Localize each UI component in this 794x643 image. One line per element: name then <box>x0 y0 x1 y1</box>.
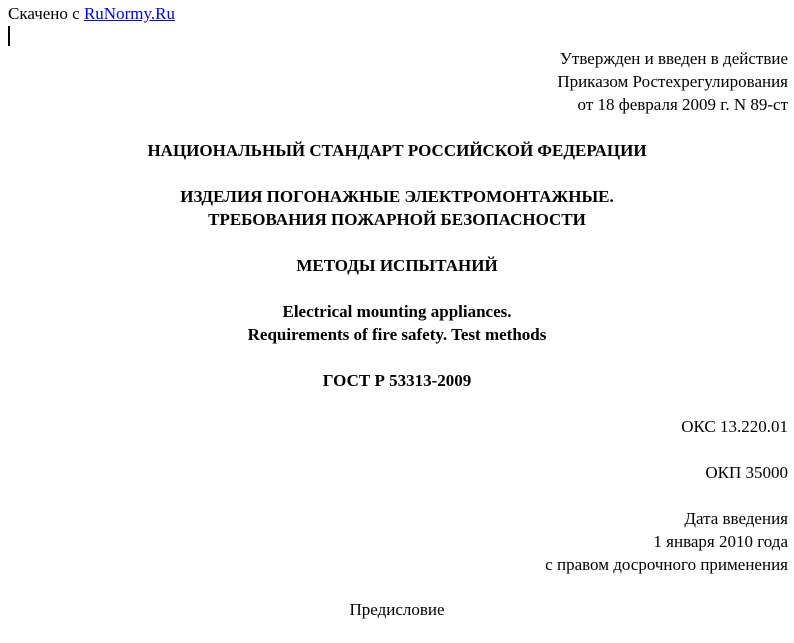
title-ru-block <box>0 185 794 231</box>
introduction-line-1: Дата введения <box>684 509 788 528</box>
approval-block <box>557 47 788 116</box>
title-ru-line-2: ТРЕБОВАНИЯ ПОЖАРНОЙ БЕЗОПАСНОСТИ <box>208 210 586 229</box>
standard-code: ГОСТ Р 53313-2009 <box>322 371 472 390</box>
standard-type-heading: НАЦИОНАЛЬНЫЙ СТАНДАРТ РОССИЙСКОЙ ФЕДЕРАЦИИ <box>147 141 647 160</box>
approval-line-1: Утвержден и введен в действие <box>559 49 788 68</box>
title-en-block <box>0 300 794 346</box>
introduction-line-2: 1 января 2010 года <box>653 532 788 551</box>
oks-code: ОКС 13.220.01 <box>681 417 788 436</box>
title-ru-line-1: ИЗДЕЛИЯ ПОГОНАЖНЫЕ ЭЛЕКТРОМОНТАЖНЫЕ. <box>180 187 614 206</box>
text-cursor <box>8 26 10 46</box>
introduction-date-block <box>545 507 788 576</box>
title-en-line-2: Requirements of fire safety. Test methods <box>247 325 547 344</box>
approval-line-3: от 18 февраля 2009 г. N 89-ст <box>577 95 788 114</box>
title-en-line-1: Electrical mounting appliances. <box>282 302 512 321</box>
approval-line-2: Приказом Ростехрегулирования <box>557 72 788 91</box>
foreword-heading: Предисловие <box>349 600 445 619</box>
okp-code: ОКП 35000 <box>705 463 788 482</box>
source-line <box>8 2 175 25</box>
subtitle-ru: МЕТОДЫ ИСПЫТАНИЙ <box>296 256 498 275</box>
source-prefix: Скачено с <box>8 4 80 23</box>
runormy-link[interactable]: RuNormy.Ru <box>83 4 175 23</box>
introduction-line-3: с правом досрочного применения <box>545 555 788 574</box>
